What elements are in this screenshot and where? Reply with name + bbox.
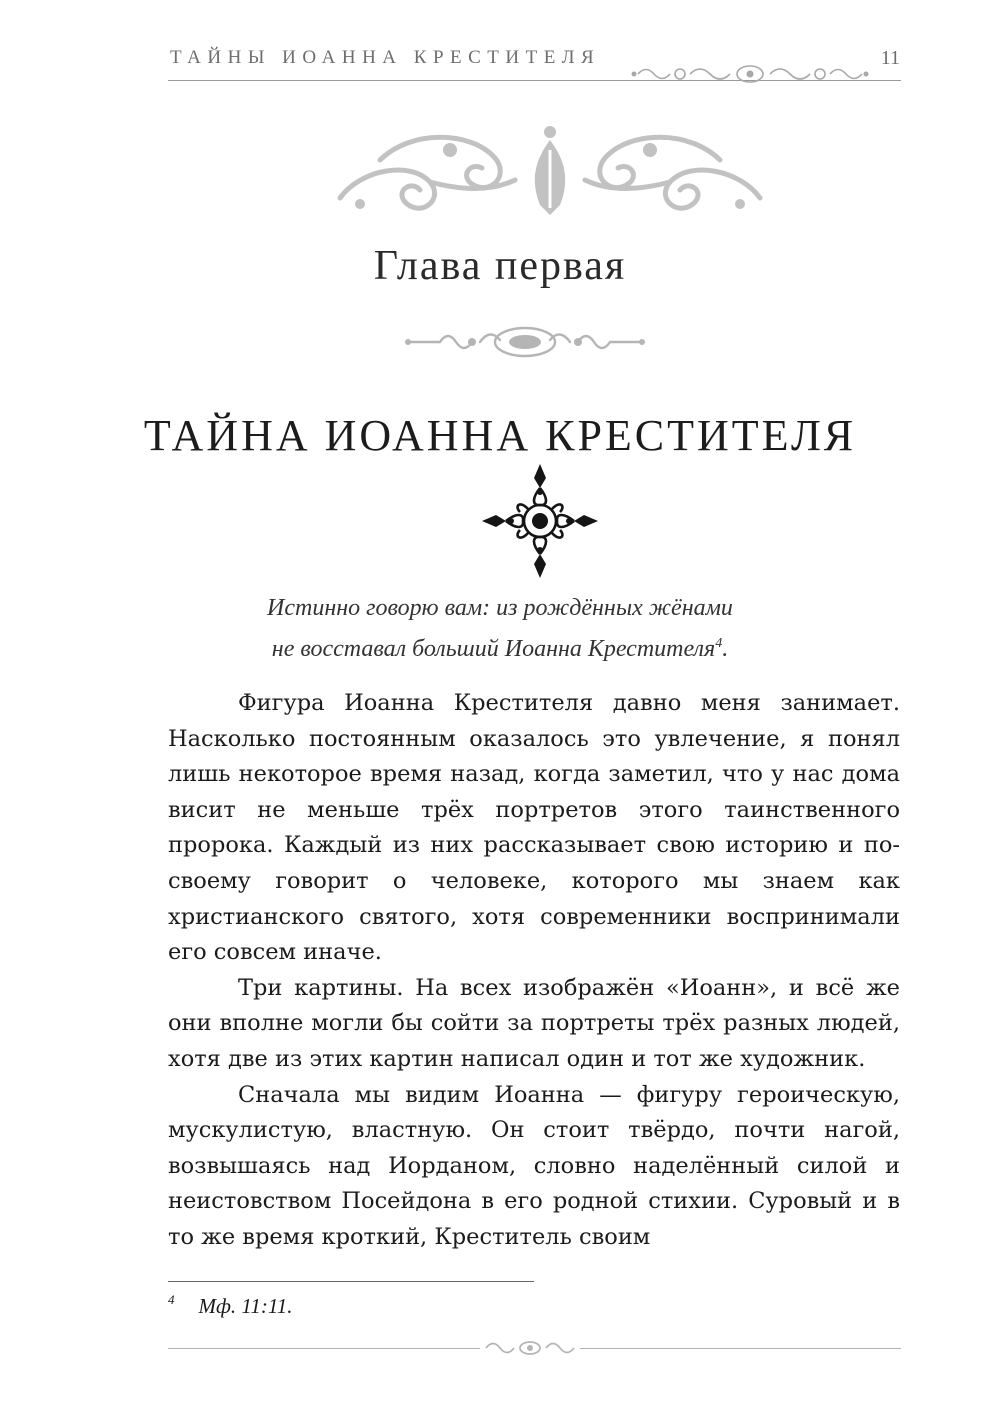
epigraph-line-2-end: . bbox=[722, 636, 729, 662]
epigraph-line-1: Истинно говорю вам: из рождённых жёнами bbox=[267, 595, 733, 621]
ornamental-cross-icon bbox=[480, 462, 600, 580]
body-paragraph: Фигура Иоанна Крестителя давно меня занимает. Насколько постоянным оказалось это увлечение, я понял лишь некоторое время назад, когда заметил, что у нас дома висит не меньше трёх портретов этого таинственного пророка. Каждый из них рассказывает свою историю и по-своему говорит о человеке, которого мы знаем как христианского святого, хотя современники воспринимали его совсем иначе. bbox=[168, 690, 900, 966]
chapter-label: Глава первая bbox=[373, 243, 627, 289]
footnote-text: Мф. 11:11. bbox=[198, 1294, 293, 1318]
footnote-number: 4 bbox=[168, 1292, 175, 1307]
epigraph-line-2-text: не восставал больший Иоанна Крестителя bbox=[271, 636, 716, 662]
epigraph-line-2 bbox=[0, 626, 1000, 667]
body-paragraph: Три картины. На всех изображён «Иоанн», и всё же они вполне могли бы сойти за портреты трёх разных людей, хотя две из этих картин написал один и тот же художник. bbox=[168, 974, 900, 1072]
scroll-divider-ornament-icon bbox=[400, 320, 650, 364]
footnote-reference: 4 bbox=[715, 636, 723, 651]
floral-scroll-ornament-icon bbox=[320, 120, 780, 220]
body-paragraph: Сначала мы видим Иоанна — фигуру героическую, мускулистую, властную. Он стоит твёрдо, почти нагой, возвышаясь над Иорданом, словно наделённый силой и неистовством Посейдона в его родной стихии. Суровый и в то же время кроткий, Креститель своим bbox=[168, 1081, 900, 1250]
epigraph bbox=[0, 590, 1000, 667]
body-text bbox=[168, 686, 900, 1256]
page-number: 11 bbox=[880, 47, 900, 69]
vine-scroll-ornament-icon bbox=[630, 60, 870, 88]
footnote bbox=[168, 1294, 293, 1319]
small-scroll-ornament-icon bbox=[480, 1336, 580, 1360]
section-title: ТАЙНА ИОАННА КРЕСТИТЕЛЯ bbox=[143, 411, 857, 460]
running-header-title: ТАЙНЫ ИОАННА КРЕСТИТЕЛЯ bbox=[170, 47, 601, 68]
footnote-rule bbox=[168, 1281, 534, 1282]
